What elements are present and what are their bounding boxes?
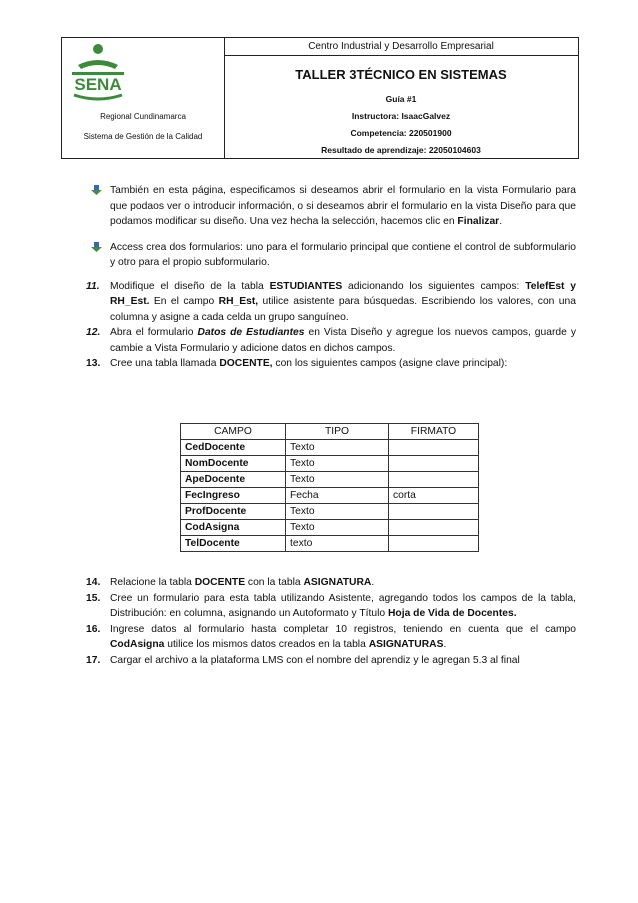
sena-logo — [66, 41, 130, 105]
table-header-campo: CAMPO — [181, 424, 286, 440]
list-item-16: 16. Ingrese datos al formulario hasta completar 10 registros, teniendo en cuenta que el campo CodAsigna utilice los mismos datos creados en la tabla ASIGNATURAS. — [86, 623, 576, 650]
bullet-paragraph — [86, 183, 576, 230]
bullet-text: Access crea dos formularios: uno para el formulario principal que contiene el control de subformulario y otro para el propio subformulario. — [110, 241, 576, 268]
table-header-row — [181, 424, 479, 440]
regional-label: Regional Cundinamarca — [100, 112, 186, 121]
logo-text: SENA — [74, 75, 122, 94]
resultado-label: Resultado de aprendizaje: 22050104603 — [321, 145, 481, 155]
table-row: CedDocente Texto — [181, 440, 479, 456]
down-arrow-bullet-icon — [90, 185, 103, 196]
item-number: 13. — [86, 358, 101, 369]
competencia-label: Competencia: 220501900 — [350, 128, 452, 138]
list-item-17: 17. Cargar el archivo a la plataforma LMS con el nombre del aprendiz y le agregan 5.3 al final — [86, 653, 576, 669]
list-item-12: 12. Abra el formulario Datos de Estudiantes en Vista Diseño y agregue los nuevos campos, guarde y cambie a Vista Formulario y adicione datos en dichos campos. — [86, 327, 577, 354]
guide-label: Guía #1 — [385, 94, 417, 104]
document-title: TALLER 3TÉCNICO EN SISTEMAS — [295, 67, 507, 82]
document-body — [86, 183, 576, 372]
header-right-cell — [224, 38, 578, 158]
table-row: ProfDocente Texto — [181, 504, 479, 520]
table-row: ApeDocente Texto — [181, 472, 479, 488]
table-header-formato: FIRMATO — [389, 424, 479, 440]
table-header-tipo: TIPO — [286, 424, 389, 440]
list-item-15: 15. Cree un formulario para esta tabla utilizando Asistente, agregando todos los campos de la tabla, Distribución: en columna, asignando un Autoformato y Título Hoja de Vida de Docentes. — [86, 592, 576, 619]
document-header — [61, 37, 579, 159]
down-arrow-bullet-icon — [90, 242, 103, 253]
header-left-cell — [62, 38, 225, 158]
bullet-text: También en esta página, especificamos si deseamos abrir el formulario en la vista Formulario para que podaos ver o introducir información, o si deseamos abrir el formulario en la vista Diseño para que podamos modificar su diseño. Una vez hecha la selección, hacemos clic en — [110, 185, 576, 227]
org-line: Centro Industrial y Desarrollo Empresarial — [224, 38, 578, 56]
table-row: CodAsigna Texto — [181, 520, 479, 536]
item-number: 11. — [86, 280, 100, 292]
docente-fields-table — [180, 423, 479, 552]
item-number: 14. — [86, 577, 101, 588]
quality-system-label: Sistema de Gestión de la Calidad — [83, 132, 203, 141]
table-row: TelDocente texto — [181, 536, 479, 552]
table-row: NomDocente Texto — [181, 456, 479, 472]
item-number: 17. — [86, 654, 101, 666]
list-item-11: 11. Modifique el diseño de la tabla ESTUDIANTES adicionando los siguientes campos: TelefEst y RH_Est. En el campo RH_Est, utilice asistente para búsquedas. Escribiendo los valores, con una columna y asigne a cada celda un grupo sanguíneo. — [86, 280, 576, 323]
bullet-bold-text: Finalizar — [457, 216, 500, 227]
list-item-14: 14. Relacione la tabla DOCENTE con la tabla ASIGNATURA. — [86, 575, 576, 591]
document-body-continued — [86, 575, 576, 668]
bullet-paragraph — [86, 240, 576, 271]
instructor-label: Instructora: IsaacGalvez — [351, 111, 451, 121]
list-item-13: 13. Cree una tabla llamada DOCENTE, con los siguientes campos (asigne clave principal): — [86, 356, 576, 372]
bullet-text: . — [499, 216, 503, 227]
item-number: 12. — [86, 327, 101, 338]
item-number: 16. — [86, 623, 101, 635]
item-number: 15. — [86, 592, 101, 604]
table-row: FecIngreso Fecha corta — [181, 488, 479, 504]
